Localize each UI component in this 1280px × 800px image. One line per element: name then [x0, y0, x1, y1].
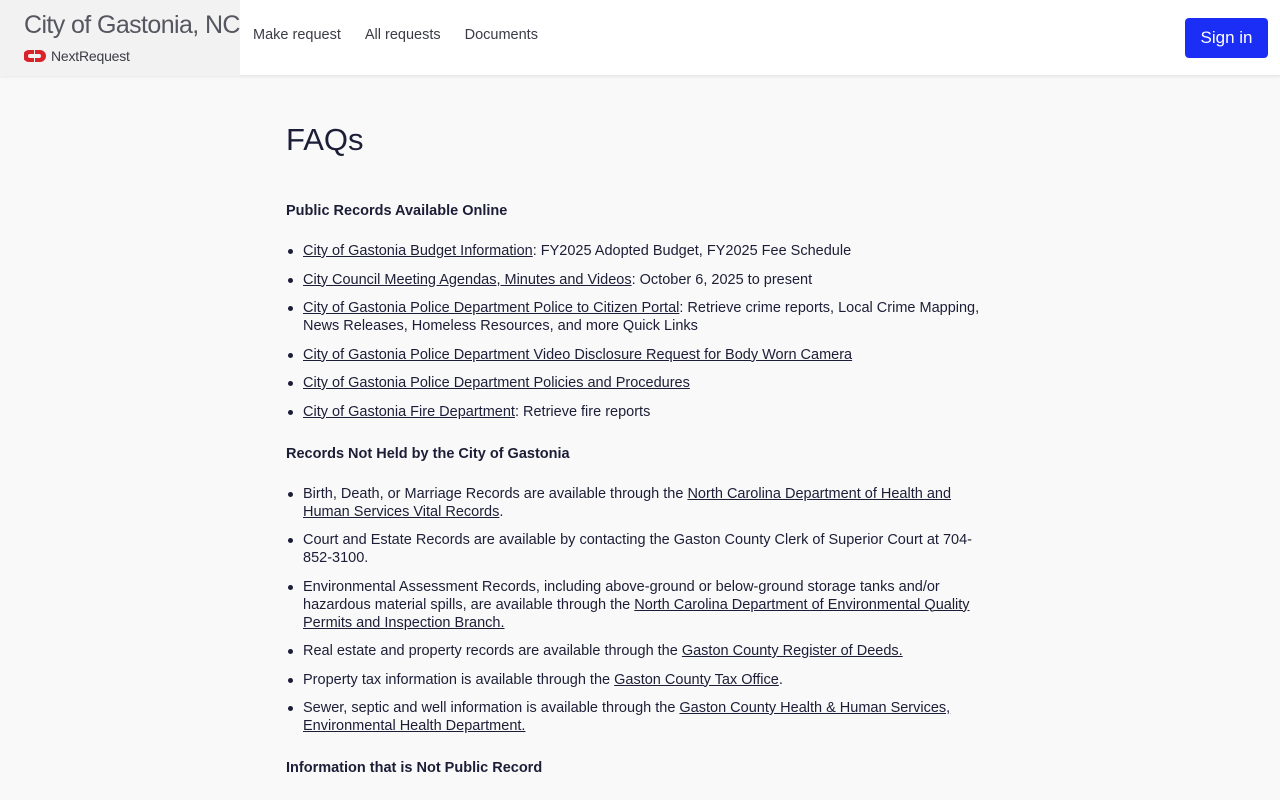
- list-item: [286, 699, 996, 735]
- nextrequest-name: NextRequest: [51, 48, 130, 64]
- environmental-health-link[interactable]: Gaston County Health & Human Services, Environmental Health Department.: [303, 700, 951, 734]
- list-item: [286, 642, 996, 660]
- item-text: : FY2025 Adopted Budget, FY2025 Fee Schedule: [532, 243, 852, 259]
- council-agendas-link[interactable]: City Council Meeting Agendas, Minutes and Videos: [303, 271, 632, 288]
- nav-documents[interactable]: Documents: [464, 27, 538, 43]
- agency-title[interactable]: City of Gastonia, NC: [24, 11, 240, 39]
- item-text: Environmental Assessment Records, including above-ground or below-ground storage tanks and/or hazardous material spills, are available through the: [303, 578, 940, 613]
- powered-by: [24, 48, 240, 64]
- section-heading-records-not-held: Records Not Held by the City of Gastonia: [286, 445, 570, 462]
- nav-make-request[interactable]: Make request: [253, 27, 341, 43]
- main-nav: [240, 0, 562, 70]
- item-text: Sewer, septic and well information is available through the: [303, 700, 680, 716]
- list-item: [286, 346, 996, 364]
- nav-all-requests[interactable]: All requests: [364, 27, 441, 43]
- nc-deq-permits-link[interactable]: North Carolina Department of Environmental Quality Permits and Inspection Branch.: [303, 596, 970, 631]
- list-item: [286, 531, 996, 567]
- item-text: Property tax information is available through the: [303, 671, 615, 688]
- item-text: : Retrieve fire reports: [514, 403, 651, 420]
- online-records-list: [286, 242, 996, 421]
- body-camera-request-link[interactable]: City of Gastonia Police Department Video Disclosure Request for Body Worn Camera: [303, 346, 853, 363]
- register-of-deeds-link[interactable]: Gaston County Register of Deeds.: [681, 643, 903, 659]
- item-text: : October 6, 2025 to present: [631, 271, 813, 288]
- page-title: FAQs: [286, 122, 364, 157]
- section-heading-not-public-record: Information that is Not Public Record: [286, 760, 543, 776]
- list-item: [286, 578, 996, 632]
- sign-in-button[interactable]: Sign in: [1185, 18, 1268, 58]
- item-text: Real estate and property records are available through the: [303, 643, 682, 659]
- top-header: [0, 0, 1280, 76]
- nc-dhhs-vital-records-link[interactable]: North Carolina Department of Health and Human Services Vital Records: [303, 485, 952, 520]
- list-item: [286, 299, 996, 335]
- police-policies-link[interactable]: City of Gastonia Police Department Policies and Procedures: [303, 375, 690, 391]
- budget-info-link[interactable]: City of Gastonia Budget Information: [303, 243, 533, 259]
- records-not-held-list: [286, 485, 996, 736]
- item-text: .: [499, 503, 504, 520]
- item-text: .: [778, 671, 783, 688]
- nextrequest-logo-icon: [24, 50, 46, 62]
- fire-department-link[interactable]: City of Gastonia Fire Department: [303, 403, 515, 420]
- list-item: [286, 403, 996, 421]
- item-text: : Retrieve crime reports, Local Crime Mapping, News Releases, Homeless Resources, and more Quick Links: [303, 300, 980, 334]
- list-item: [286, 374, 996, 392]
- list-item: [286, 671, 996, 689]
- item-text: Court and Estate Records are available by contacting the Gaston County Clerk of Superior Court at 704-852-3100.: [303, 532, 972, 566]
- list-item: [286, 271, 996, 289]
- list-item: [286, 242, 996, 260]
- brand-block[interactable]: [0, 0, 240, 76]
- list-item: [286, 485, 996, 521]
- faq-content: [286, 76, 996, 777]
- section-heading-online-records: Public Records Available Online: [286, 203, 508, 219]
- tax-office-link[interactable]: Gaston County Tax Office: [614, 671, 779, 688]
- police-citizen-portal-link[interactable]: City of Gastonia Police Department Police to Citizen Portal: [303, 300, 680, 316]
- item-text: Birth, Death, or Marriage Records are available through the: [303, 485, 688, 502]
